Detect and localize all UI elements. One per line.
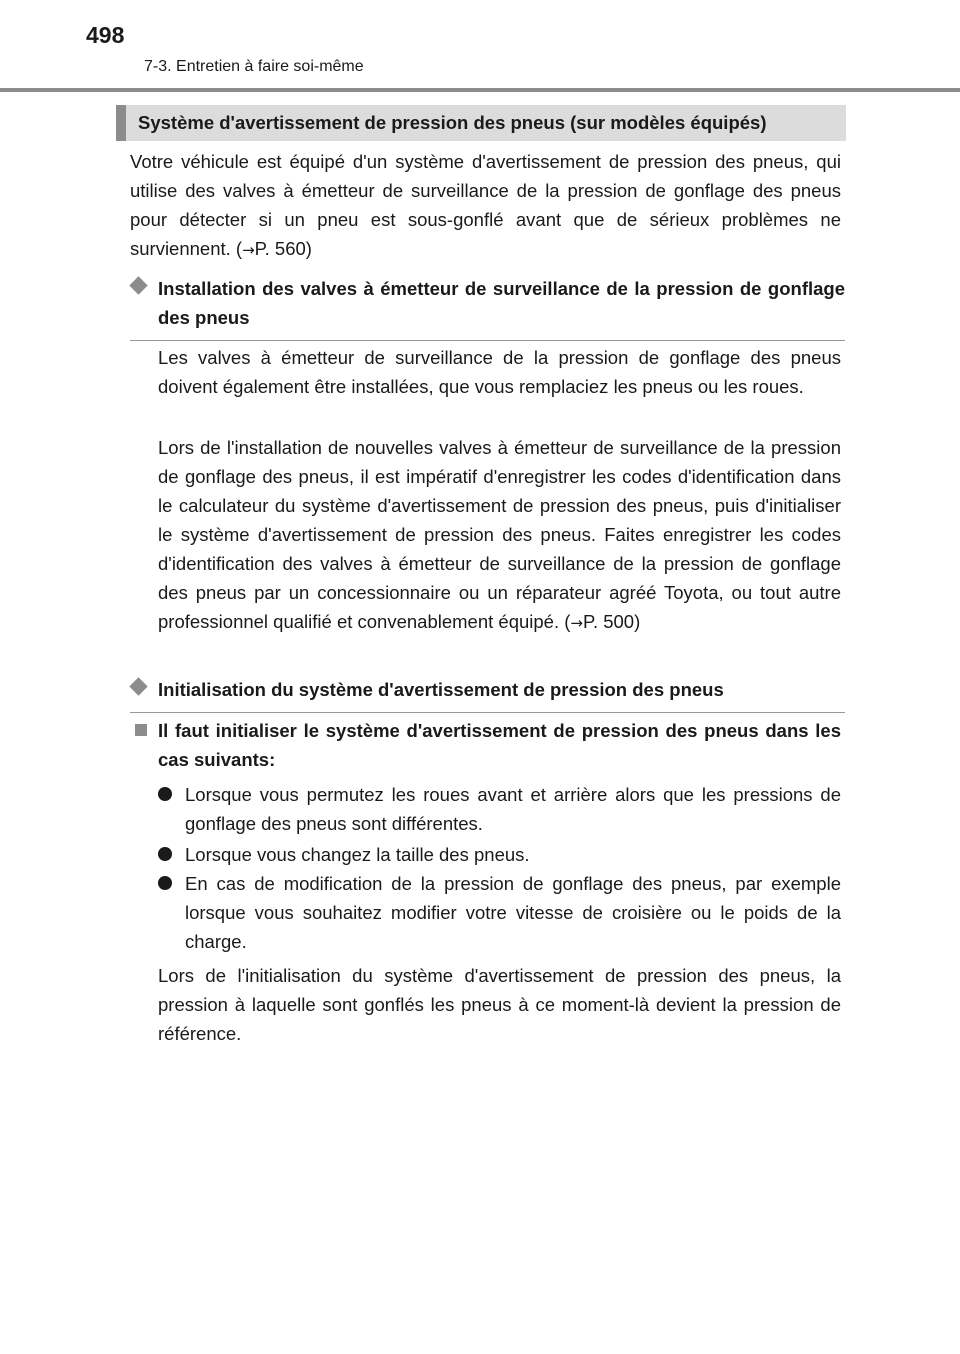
installation-text: Lors de l'installation de nouvelles valves à émetteur de surveillance de la pression de gonflage des pneus, il est impératif d'enregistrer les codes d'identification dans le calculateur du système d'avertissement de pression des pneus, puis d'initialiser le système d'avertissement de pression des pneus. Faites enregistrer les codes d'identification des valves à émetteur de surveillance de la pression de gonflage des pneus par un concessionnaire ou un réparateur agréé Toyota, ou tout autre professionnel qualifié et convenablement équipé. ( xyxy=(158,437,841,632)
installation-paragraph-1: Les valves à émetteur de surveillance de la pression de gonflage des pneus doivent également être installées, que vous remplaciez les pneus ou les roues. xyxy=(158,347,841,397)
circle-bullet-icon xyxy=(158,787,172,801)
square-heading-item xyxy=(135,716,841,774)
circle-bullet-icon xyxy=(158,876,172,890)
section-title-bar xyxy=(116,105,846,141)
subsection-heading-initialisation xyxy=(130,675,845,713)
intro-paragraph xyxy=(130,147,841,265)
subsection-heading-installation xyxy=(130,274,845,341)
subsection-heading-text: Installation des valves à émetteur de surveillance de la pression de gonflage des pneus xyxy=(158,278,845,328)
list-item xyxy=(158,780,841,838)
list-item xyxy=(158,869,841,956)
list-item-text: Lorsque vous permutez les roues avant et arrière alors que les pressions de gonflage des pneus sont différentes. xyxy=(185,784,841,834)
diamond-bullet-icon xyxy=(129,276,147,294)
installation-paragraph-2 xyxy=(158,433,841,638)
header-divider xyxy=(0,88,960,92)
arrow-right-icon: → xyxy=(242,241,255,259)
intro-text: Votre véhicule est équipé d'un système d'avertissement de pression des pneus, qui utilise des valves à émetteur de surveillance de la pression de gonflage des pneus pour détecter si un pneu est sous-gonflé avant que de sérieux problèmes ne surviennent. ( xyxy=(130,151,841,259)
initialisation-closing-paragraph: Lors de l'initialisation du système d'avertissement de pression des pneus, la pression à laquelle sont gonflés les pneus à ce moment-là devient la pression de référence. xyxy=(158,965,841,1044)
list-item-text: En cas de modification de la pression de gonflage des pneus, par exemple lorsque vous souhaitez modifier votre vitesse de croisière ou le poids de la charge. xyxy=(185,873,841,952)
list-item-text: Lorsque vous changez la taille des pneus. xyxy=(185,844,530,865)
installation-page-ref: P. 500) xyxy=(583,611,641,632)
intro-page-ref: P. 560) xyxy=(254,238,312,259)
square-heading-text: Il faut initialiser le système d'avertissement de pression des pneus dans les cas suivants: xyxy=(158,720,841,770)
diamond-bullet-icon xyxy=(129,677,147,695)
section-title: Système d'avertissement de pression des pneus (sur modèles équipés) xyxy=(138,112,767,133)
section-breadcrumb: 7-3. Entretien à faire soi-même xyxy=(144,58,364,75)
arrow-right-icon: → xyxy=(570,614,583,632)
list-item xyxy=(158,840,841,869)
page-number: 498 xyxy=(86,22,125,48)
circle-bullet-icon xyxy=(158,847,172,861)
subsection-heading-text: Initialisation du système d'avertissement de pression des pneus xyxy=(158,679,724,700)
square-bullet-icon xyxy=(135,724,147,736)
